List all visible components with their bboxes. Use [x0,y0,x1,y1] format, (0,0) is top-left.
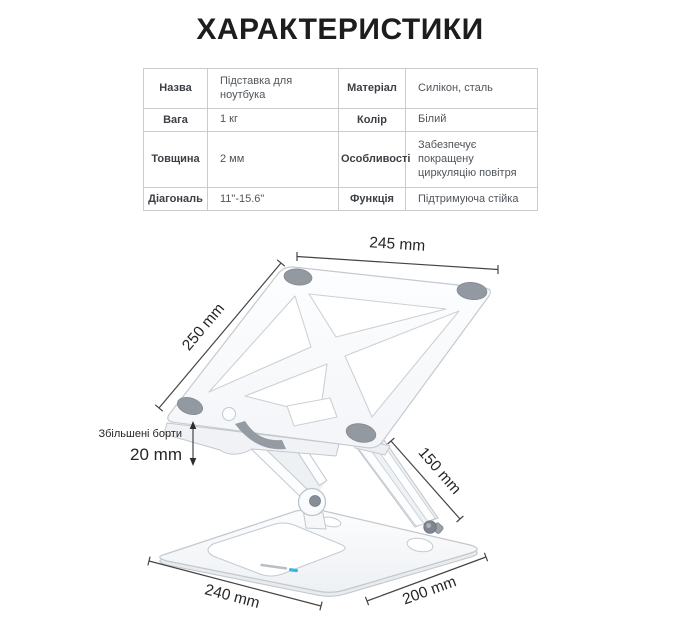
spec-value: Білий [406,108,538,131]
spec-value: Підставка для ноутбука [208,69,339,109]
knob-highlight [426,523,431,528]
dim-top-depth-label: 250 mm [179,300,229,355]
spec-label: Матеріал [339,69,406,109]
lip-pin [223,408,236,421]
stand-top-platform [164,267,490,456]
dim-base-depth-label: 200 mm [400,573,459,609]
page-title: ХАРАКТЕРИСТИКИ [196,13,484,46]
dim-base-width-label: 240 mm [202,581,262,612]
dim-lip-height [98,421,196,466]
platform-surface [168,267,491,448]
spec-value: 1 кг [208,108,339,131]
spec-value: Силікон, сталь [406,69,538,109]
spec-value: Забезпечує покращену циркуляцію повітря [406,131,538,188]
spec-value: 11"-15.6" [208,188,339,211]
spec-label: Колір [339,108,406,131]
dim-arm-length-label: 150 mm [414,444,465,498]
spec-label: Діагональ [144,188,208,211]
spec-value: Підтримуюча стійка [406,188,538,211]
spec-value: 2 мм [208,131,339,188]
hinge-pin [310,496,321,507]
dim-top-width-label: 245 mm [368,234,426,255]
spec-label: Товщина [144,131,208,188]
lip-height-label: 20 mm [130,445,182,464]
arrow-down-icon [190,458,197,466]
spec-label: Особливості [339,131,406,188]
lip-note-label: Збільшені борти [98,428,182,440]
spec-label: Вага [144,108,208,131]
spec-label: Функція [339,188,406,211]
spec-label: Назва [144,69,208,109]
dim-top-width [297,234,498,274]
